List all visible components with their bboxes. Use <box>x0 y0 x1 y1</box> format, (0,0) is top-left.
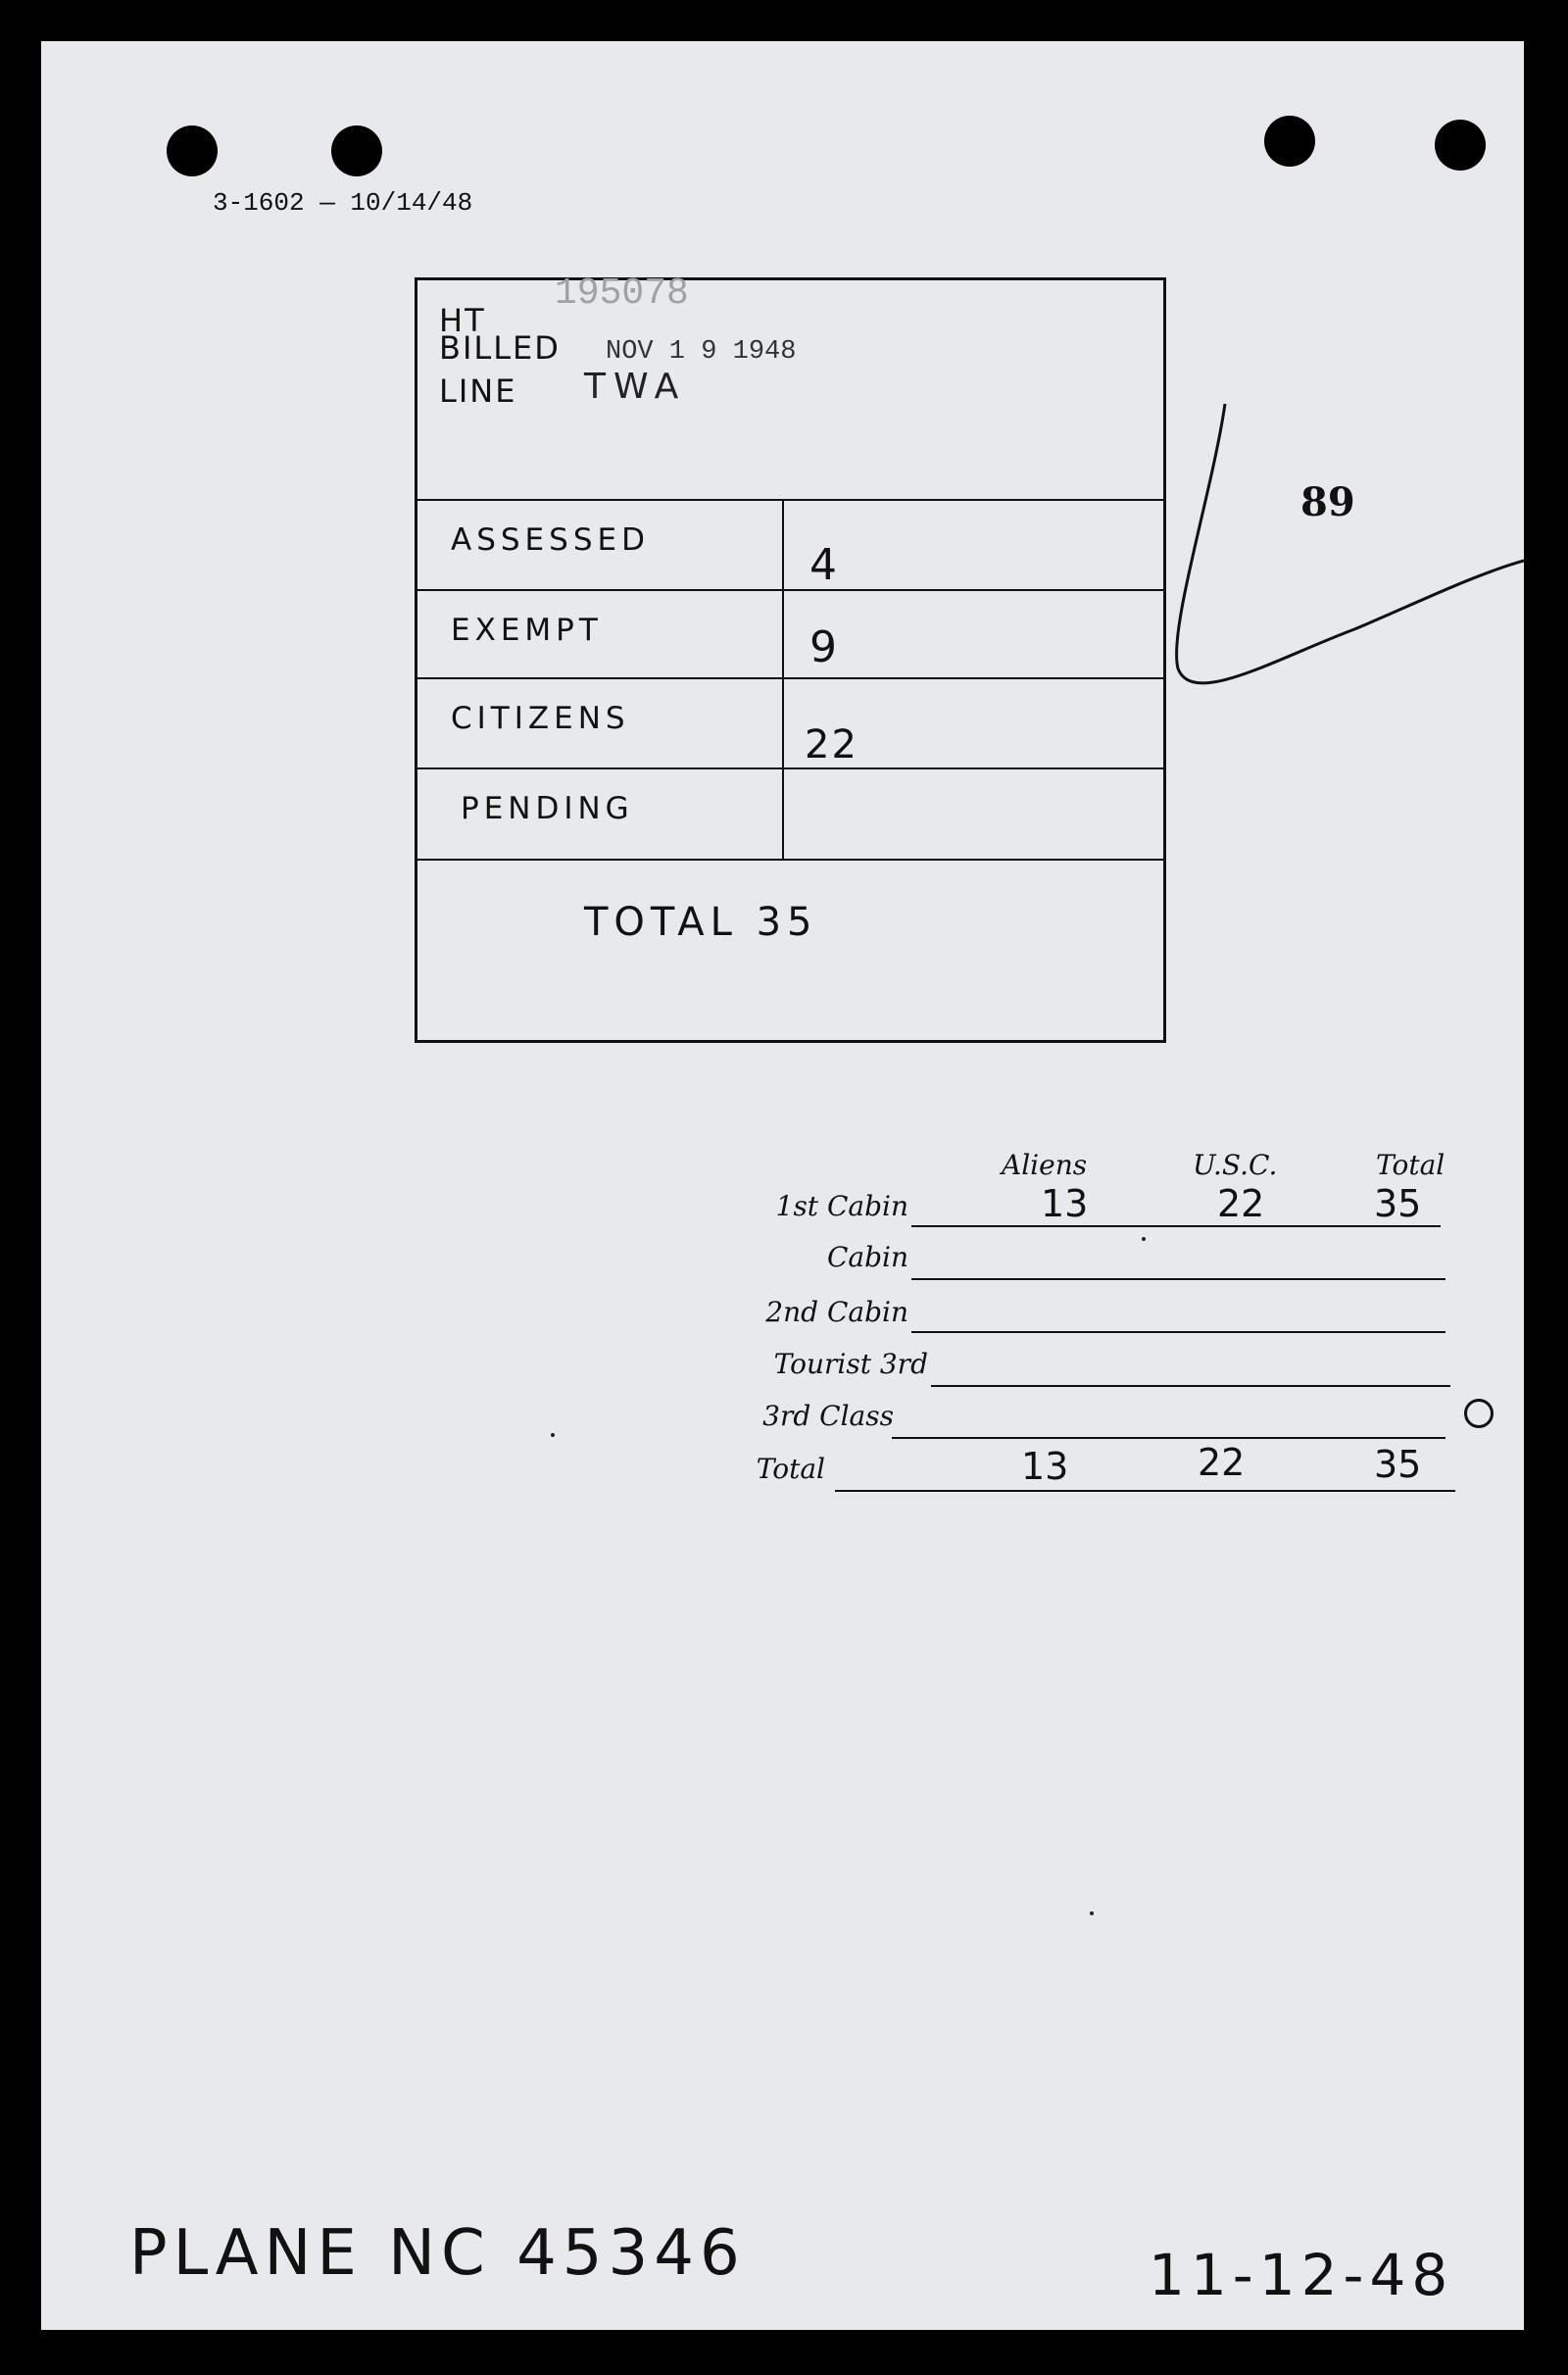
row-label: EXEMPT <box>451 613 603 648</box>
ht-label: HT <box>439 302 486 339</box>
document-reference: 3-1602 — 10/14/48 <box>213 188 473 218</box>
usc-value: 22 <box>1217 1182 1265 1225</box>
col-header-total: Total <box>1376 1149 1446 1181</box>
aliens-value: 13 <box>1021 1445 1069 1488</box>
class-row-total <box>41 1441 1524 1494</box>
class-row-tourist-third <box>41 1340 1524 1389</box>
margin-mark <box>1464 1399 1494 1428</box>
class-label: Tourist 3rd <box>773 1348 928 1380</box>
pencil-curve <box>41 41 1524 1021</box>
total-value: 35 <box>1374 1182 1422 1225</box>
line-label: LINE <box>439 372 517 410</box>
row-label: ASSESSED <box>451 522 650 558</box>
class-row-first-cabin <box>41 1182 1524 1235</box>
row-value: 22 <box>805 722 858 767</box>
fill-line <box>911 1225 1441 1227</box>
class-label: 2nd Cabin <box>765 1296 908 1328</box>
fill-line <box>931 1385 1450 1387</box>
speck <box>1142 1237 1146 1241</box>
total-label: TOTAL 35 <box>584 900 818 945</box>
class-label: Cabin <box>826 1241 908 1273</box>
class-row-cabin <box>41 1237 1524 1286</box>
class-row-third-class <box>41 1394 1524 1443</box>
fill-line <box>911 1331 1446 1333</box>
col-header-usc: U.S.C. <box>1193 1149 1278 1181</box>
plane-number: PLANE NC 45346 <box>129 2217 746 2290</box>
class-row-second-cabin <box>41 1288 1524 1337</box>
document-page <box>41 41 1524 2330</box>
line-value: TWA <box>584 367 687 407</box>
side-number: 89 <box>1300 479 1355 525</box>
row-label: PENDING <box>461 791 634 826</box>
class-label: Total <box>756 1453 825 1485</box>
stamp-number: 195078 <box>555 272 689 315</box>
usc-value: 22 <box>1198 1441 1246 1484</box>
fill-line <box>892 1437 1446 1439</box>
total-value: 35 <box>1374 1443 1422 1486</box>
col-header-aliens: Aliens <box>1002 1149 1088 1181</box>
row-label: CITIZENS <box>451 701 630 736</box>
row-value: 4 <box>809 540 839 590</box>
speck <box>551 1433 555 1437</box>
row-value: 9 <box>809 622 839 672</box>
fill-line <box>911 1278 1446 1280</box>
billed-label: BILLED <box>439 329 561 367</box>
speck <box>1090 1911 1094 1915</box>
handwritten-date: 11-12-48 <box>1149 2242 1454 2308</box>
class-label: 3rd Class <box>762 1400 894 1432</box>
class-label: 1st Cabin <box>775 1190 908 1222</box>
billed-date-stamp: NOV 1 9 1948 <box>606 337 797 367</box>
aliens-value: 13 <box>1041 1182 1089 1225</box>
fill-line <box>835 1490 1455 1492</box>
